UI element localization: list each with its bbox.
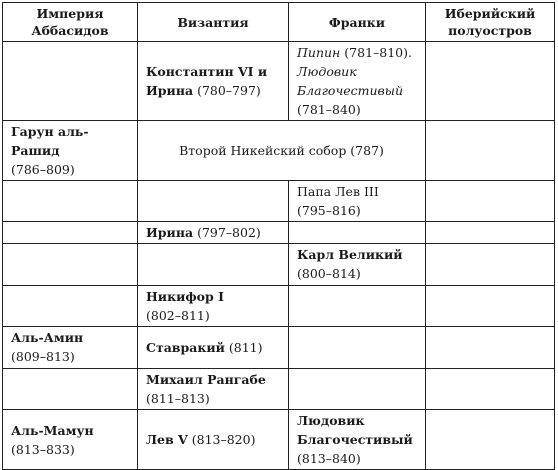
ruler-name: Константин VI и Ирина (146, 64, 268, 98)
table-row (3, 181, 555, 222)
cell-byzantium (138, 410, 289, 470)
ruler-years: (781–810). (344, 45, 412, 60)
table-row (3, 369, 555, 410)
table-row (3, 327, 555, 369)
ruler-name: Людовик Благочестивый (297, 64, 404, 98)
cell-byzantium (138, 42, 289, 121)
table-row (3, 286, 555, 327)
ruler-years: (811) (228, 340, 263, 355)
cell-abbasids (3, 222, 138, 244)
cell-byzantium (138, 181, 289, 222)
header-byzantium: Византия (138, 3, 289, 42)
header-abbasids: Империя Аббасидов (3, 3, 138, 42)
ruler-name: Людовик Благочестивый (297, 413, 413, 447)
ruler-years: (813–820) (191, 432, 256, 447)
ruler-name: Лев V (146, 432, 188, 447)
ruler-name: Никифор I (146, 289, 224, 304)
table-header (3, 3, 555, 42)
ruler-years: (780–797) (197, 83, 261, 98)
cell-byzantium (138, 327, 289, 369)
cell-abbasids (3, 42, 138, 121)
cell-iberia (426, 244, 555, 286)
cell-byzantium (138, 286, 289, 327)
cell-abbasids (3, 121, 138, 181)
cell-franks (289, 244, 426, 286)
cell-byzantium (138, 222, 289, 244)
cell-abbasids (3, 244, 138, 286)
ruler-name: Пипин (297, 45, 341, 60)
table-row (3, 42, 555, 121)
table-body (3, 42, 555, 470)
cell-iberia (426, 181, 555, 222)
header-iberia: Иберийский полуостров (426, 3, 555, 42)
ruler-years: (809–813) (11, 349, 75, 364)
cell-iberia (426, 42, 555, 121)
cell-iberia (426, 327, 555, 369)
ruler-years: (811–813) (146, 391, 210, 406)
cell-franks (289, 222, 426, 244)
cell-byzantium (138, 369, 289, 410)
cell-franks (289, 327, 426, 369)
cell-abbasids (3, 410, 138, 470)
cell-event: Второй Никейский собор (787) (138, 121, 426, 181)
table-row (3, 222, 555, 244)
cell-abbasids (3, 181, 138, 222)
table-row (3, 410, 555, 470)
ruler-years: (786–809) (11, 162, 75, 177)
ruler-name: Аль-Амин (11, 330, 84, 345)
cell-abbasids (3, 327, 138, 369)
ruler-name: Михаил Рангабе (146, 372, 266, 387)
chronology-table (2, 2, 555, 470)
cell-franks (289, 42, 426, 121)
ruler-name: Аль-Мамун (11, 422, 94, 438)
cell-iberia (426, 222, 555, 244)
cell-iberia (426, 369, 555, 410)
ruler-years: (797–802) (197, 225, 261, 240)
cell-franks (289, 286, 426, 327)
ruler-name: Ставракий (146, 340, 225, 355)
ruler-years: (781–840) (297, 102, 361, 117)
ruler-years: (813–840) (297, 451, 361, 466)
header-row (3, 3, 555, 42)
cell-iberia (426, 121, 555, 181)
cell-iberia (426, 410, 555, 470)
cell-abbasids (3, 369, 138, 410)
cell-byzantium (138, 244, 289, 286)
cell-franks (289, 410, 426, 470)
cell-franks (289, 369, 426, 410)
ruler-name: Гарун аль-Рашид (11, 124, 89, 158)
cell-franks: Папа Лев III (795–816) (289, 181, 426, 222)
ruler-name: Ирина (146, 225, 194, 240)
ruler-years: (802–811) (146, 308, 210, 323)
ruler-name: Карл Великий (297, 247, 403, 262)
ruler-years: (800–814) (297, 266, 361, 281)
table-row (3, 121, 555, 181)
cell-abbasids (3, 286, 138, 327)
ruler-years: (813–833) (11, 441, 75, 457)
cell-iberia (426, 286, 555, 327)
header-franks: Франки (289, 3, 426, 42)
table-row (3, 244, 555, 286)
